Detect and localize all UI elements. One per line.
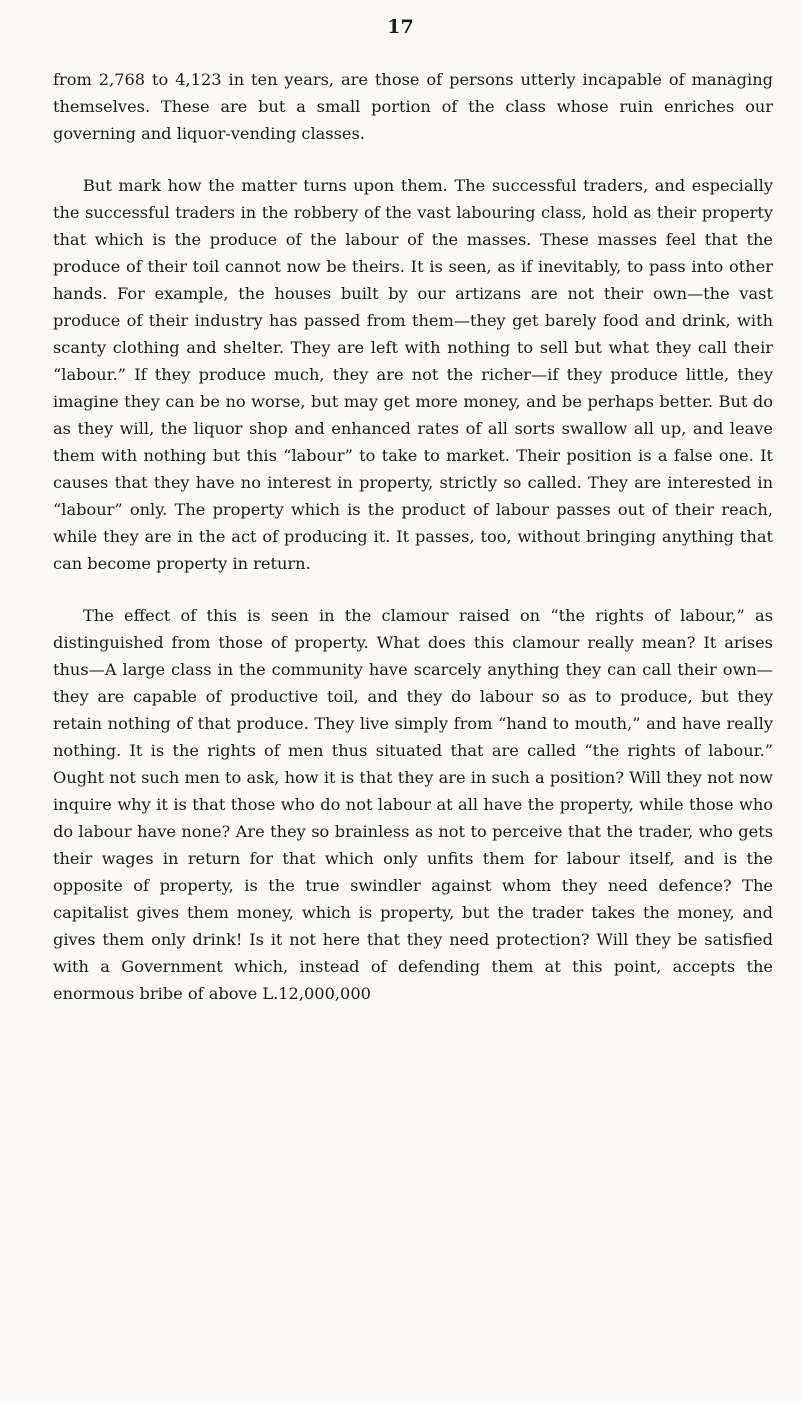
paragraph-3: The effect of this is seen in the clamour raised on “the rights of labour,” as distinguished from those of property. What does this clamour really mean? It arises thus—A large class in the community have scarcely anything they can call their own—they are capable of productive toil, and they do labour so as to produce, but they retain nothing of that produce. They live simply from “hand to mouth,” and have really nothing. It is the rights of men thus situated that are called “the rights of labour.” Ought not such men to ask, how it is that they are in such a position? Will they not now inquire why it is that those who do not labour at all have the property, while those who do labour have none? Are they so brainless as not to perceive that the trader, who gets their wages in return for that which only unfits them for labour itself, and is the opposite of property, is the true swindler against whom they need defence? The capitalist gives them money, which is property, but the trader takes the money, and gives them only drink! Is it not here that they need protection? Will they be satisfied with a Government which, instead of defending them at this point, accepts the enormous bribe of above L.12,000,000	[53, 606, 773, 1003]
body-text	[53, 66, 773, 1007]
paragraph-2: But mark how the matter turns upon them. The successful traders, and especially the successful traders in the robbery of the vast labouring class, hold as their property that which is the produce of the labour of the masses. These masses feel that the produce of their toil cannot now be theirs. It is seen, as if inevitably, to pass into other hands. For example, the houses built by our artizans are not their own—the vast produce of their industry has passed from them—they get barely food and drink, with scanty clothing and shelter. They are left with nothing to sell but what they call their “labour.” If they produce much, they are not the richer—if they produce little, they imagine they can be no worse, but may get more money, and be perhaps better. But do as they will, the liquor shop and enhanced rates of all sorts swallow all up, and leave them with nothing but this “labour” to take to market. Their position is a false one. It causes that they have no interest in property, strictly so called. They are interested in “labour” only. The property which is the product of labour passes out of their reach, while they are in the act of producing it. It passes, too, without bringing anything that can become property in return.	[53, 176, 773, 573]
paragraph-1: from 2,768 to 4,123 in ten years, are those of persons utterly incapable of managing themselves. These are but a small portion of the class whose ruin enriches our governing and liquor-vending classes.	[53, 70, 773, 143]
page-number: 17	[387, 16, 414, 38]
